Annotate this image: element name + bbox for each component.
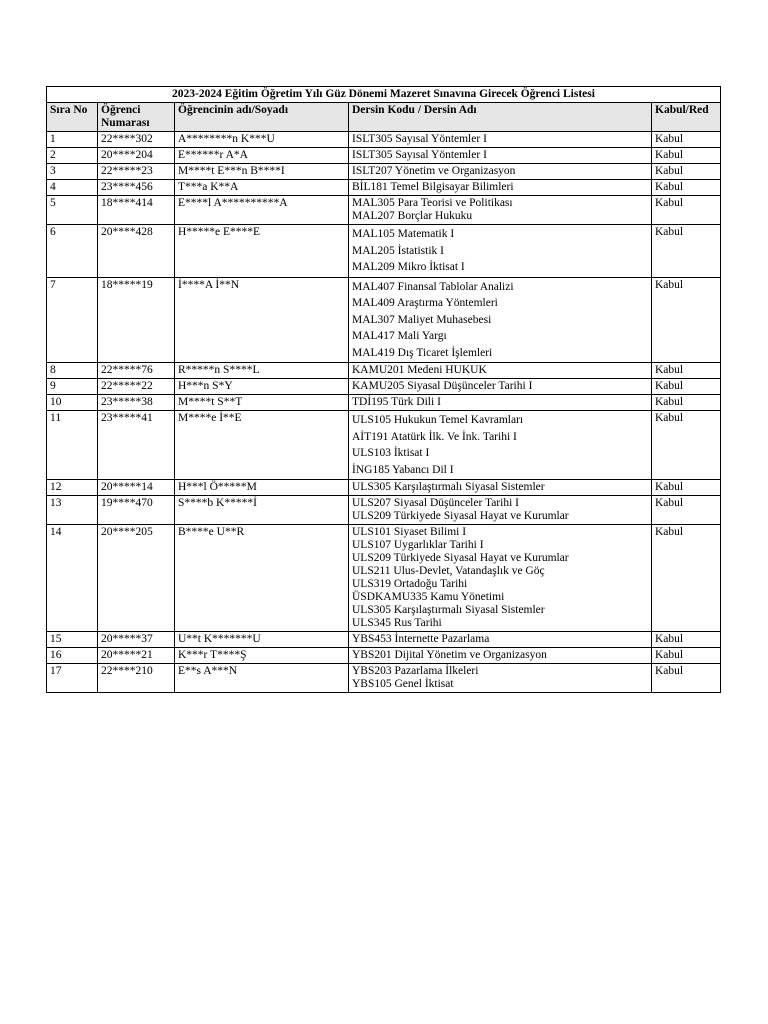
course-item: ULS305 Karşılaştırmalı Siyasal Sistemler [352,604,545,616]
course-item: ULS103 İktisat I [352,447,430,459]
table-row [47,496,721,525]
cell-ad-soyad: U**t K*******U [175,632,349,648]
cell-ogrenci-no: 23****456 [98,180,175,196]
cell-sira-no: 15 [47,632,98,648]
course-item: ÜSDKAMU335 Kamu Yönetimi [352,591,505,603]
cell-ogrenci-no: 20*****21 [98,648,175,664]
course-item: MAL207 Borçlar Hukuku [352,210,473,222]
cell-sira-no: 14 [47,525,98,632]
course-item: ULS209 Türkiyede Siyasal Hayat ve Kurumlar [352,552,569,564]
cell-dersler [349,225,652,278]
cell-ogrenci-no: 20****204 [98,148,175,164]
table-row [47,664,721,693]
cell-dersler [349,180,652,196]
course-item: ULS105 Hukukun Temel Kavramları [352,414,524,426]
cell-dersler [349,277,652,363]
cell-sira-no: 16 [47,648,98,664]
cell-sira-no: 17 [47,664,98,693]
cell-ogrenci-no: 23*****38 [98,395,175,411]
cell-ogrenci-no: 20****428 [98,225,175,278]
course-item: AİT191 Atatürk İlk. Ve İnk. Tarihi I [352,430,517,443]
cell-sira-no: 13 [47,496,98,525]
course-item: MAL307 Maliyet Muhasebesi [352,313,492,326]
cell-ad-soyad: K***r T****Ş [175,648,349,664]
cell-dersler [349,664,652,693]
cell-ogrenci-no: 22****210 [98,664,175,693]
course-item: İNG185 Yabancı Dil I [352,463,454,476]
header-sira-no: Sıra No [47,103,98,132]
cell-dersler [349,525,652,632]
cell-dersler [349,395,652,411]
cell-kabul-red: Kabul [652,363,721,379]
cell-kabul-red: Kabul [652,180,721,196]
student-list-table [46,86,721,693]
table-row [47,632,721,648]
course-item: MAL305 Para Teorisi ve Politikası [352,197,513,209]
cell-ogrenci-no: 20*****37 [98,632,175,648]
cell-sira-no: 12 [47,480,98,496]
cell-ogrenci-no: 20*****14 [98,480,175,496]
cell-kabul-red: Kabul [652,632,721,648]
cell-dersler [349,480,652,496]
cell-ogrenci-no: 20****205 [98,525,175,632]
cell-kabul-red: Kabul [652,411,721,480]
cell-kabul-red: Kabul [652,648,721,664]
course-item: MAL409 Araştırma Yöntemleri [352,297,498,309]
cell-sira-no: 4 [47,180,98,196]
table-row [47,395,721,411]
header-kabul-red: Kabul/Red [652,103,721,132]
cell-sira-no: 3 [47,164,98,180]
cell-dersler [349,164,652,180]
course-item: ISLT305 Sayısal Yöntemler I [352,149,487,161]
table-row [47,225,721,278]
cell-ogrenci-no: 22*****23 [98,164,175,180]
cell-sira-no: 8 [47,363,98,379]
course-item: KAMU201 Medeni HUKUK [352,364,487,376]
table-row [47,379,721,395]
course-item: ULS345 Rus Tarihi [352,617,442,629]
cell-dersler [349,648,652,664]
course-item: ULS305 Karşılaştırmalı Siyasal Sistemler [352,481,545,493]
cell-kabul-red: Kabul [652,132,721,148]
course-item: BİL181 Temel Bilgisayar Bilimleri [352,181,514,193]
cell-ad-soyad: M****t E***n B****I [175,164,349,180]
cell-ad-soyad: M****e İ**E [175,411,349,480]
cell-dersler [349,632,652,648]
table-title: 2023-2024 Eğitim Öğretim Yılı Güz Dönemi Mazeret Sınavına Girecek Öğrenci Listesi [46,86,721,102]
cell-kabul-red: Kabul [652,225,721,278]
cell-ogrenci-no: 23*****41 [98,411,175,480]
cell-ad-soyad: B****e U**R [175,525,349,632]
cell-ad-soyad: M****t S**T [175,395,349,411]
cell-ogrenci-no: 22*****22 [98,379,175,395]
course-item: MAL105 Matematik I [352,228,455,240]
table-row [47,148,721,164]
course-item: TDİ195 Türk Dili I [352,396,441,408]
cell-sira-no: 11 [47,411,98,480]
cell-ad-soyad: A********n K***U [175,132,349,148]
cell-ad-soyad: E**s A***N [175,664,349,693]
table-row [47,164,721,180]
cell-dersler [349,148,652,164]
cell-ad-soyad: H***n S*Y [175,379,349,395]
cell-kabul-red: Kabul [652,480,721,496]
table-row [47,132,721,148]
table-header-row [47,103,721,132]
cell-dersler [349,496,652,525]
cell-ad-soyad: H***l Ö*****M [175,480,349,496]
cell-sira-no: 7 [47,277,98,363]
course-item: KAMU205 Siyasal Düşünceler Tarihi I [352,380,533,392]
cell-kabul-red: Kabul [652,164,721,180]
cell-sira-no: 10 [47,395,98,411]
cell-dersler [349,196,652,225]
cell-dersler [349,363,652,379]
cell-ad-soyad: İ****A İ**N [175,277,349,363]
cell-ad-soyad: R*****n S****L [175,363,349,379]
cell-ad-soyad: T***a K**A [175,180,349,196]
cell-sira-no: 2 [47,148,98,164]
course-item: YBS201 Dijital Yönetim ve Organizasyon [352,649,547,661]
cell-kabul-red: Kabul [652,525,721,632]
table-row [47,480,721,496]
course-item: ISLT207 Yönetim ve Organizasyon [352,165,516,177]
cell-kabul-red: Kabul [652,148,721,164]
table-row [47,363,721,379]
cell-ad-soyad: S****b K*****İ [175,496,349,525]
course-item: MAL407 Finansal Tablolar Analizi [352,280,514,293]
cell-dersler [349,132,652,148]
course-item: ULS209 Türkiyede Siyasal Hayat ve Kurumlar [352,510,569,522]
course-item: ULS207 Siyasal Düşünceler Tarihi I [352,497,519,509]
course-item: MAL419 Dış Ticaret İşlemleri [352,346,493,359]
cell-ad-soyad: E******r A*A [175,148,349,164]
cell-dersler [349,379,652,395]
course-item: YBS203 Pazarlama İlkeleri [352,665,479,677]
course-item: ISLT305 Sayısal Yöntemler I [352,133,487,145]
cell-ad-soyad: H*****e E****E [175,225,349,278]
table-row [47,525,721,632]
table-body [47,132,721,693]
cell-kabul-red: Kabul [652,277,721,363]
course-item: YBS105 Genel İktisat [352,678,454,690]
cell-ad-soyad: E****l A**********A [175,196,349,225]
header-ad-soyad: Öğrencinin adı/Soyadı [175,103,349,132]
cell-dersler [349,411,652,480]
table-row [47,411,721,480]
table-row [47,180,721,196]
cell-sira-no: 1 [47,132,98,148]
cell-kabul-red: Kabul [652,395,721,411]
cell-ogrenci-no: 18*****19 [98,277,175,363]
cell-kabul-red: Kabul [652,196,721,225]
course-item: MAL417 Mali Yargı [352,330,447,342]
table-row [47,648,721,664]
cell-kabul-red: Kabul [652,379,721,395]
cell-kabul-red: Kabul [652,664,721,693]
course-item: MAL205 İstatistik I [352,244,444,257]
course-item: ULS101 Siyaset Bilimi I [352,526,467,538]
cell-sira-no: 6 [47,225,98,278]
table-row [47,196,721,225]
course-item: ULS107 Uygarlıklar Tarihi I [352,539,484,551]
cell-ogrenci-no: 18****414 [98,196,175,225]
header-ogrenci-numarasi: Öğrenci Numarası [98,103,175,132]
cell-sira-no: 9 [47,379,98,395]
cell-ogrenci-no: 19****470 [98,496,175,525]
course-item: MAL209 Mikro İktisat I [352,261,465,273]
cell-kabul-red: Kabul [652,496,721,525]
course-item: ULS319 Ortadoğu Tarihi [352,578,468,590]
cell-sira-no: 5 [47,196,98,225]
cell-ogrenci-no: 22****302 [98,132,175,148]
table-row [47,277,721,363]
course-item: YBS453 İnternette Pazarlama [352,633,490,645]
course-item: ULS211 Ulus-Devlet, Vatandaşlık ve Göç [352,565,545,577]
cell-ogrenci-no: 22*****76 [98,363,175,379]
header-ders: Dersin Kodu / Dersin Adı [349,103,652,132]
